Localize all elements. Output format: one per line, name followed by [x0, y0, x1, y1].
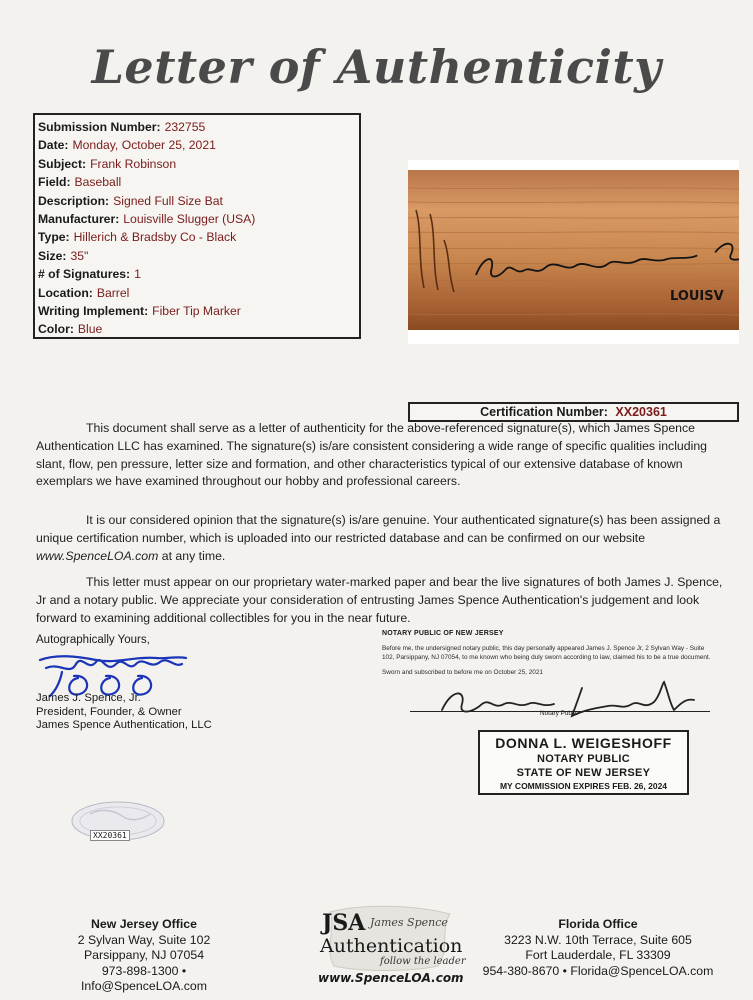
nj-office-line-2: Parsippany, NJ 07054: [83, 948, 205, 962]
notary-seal: [478, 730, 689, 795]
info-label: Subject:: [38, 156, 87, 171]
logo-mark: JSA: [322, 910, 366, 936]
document-title: Letter of Authenticity: [91, 40, 662, 94]
info-value: Monday, October 25, 2021: [72, 138, 216, 153]
info-value: Fiber Tip Marker: [152, 304, 241, 319]
info-row: [38, 302, 359, 320]
info-value: Signed Full Size Bat: [113, 193, 223, 208]
logo-site: www.SpenceLOA.com: [318, 971, 464, 985]
certification-box: [408, 402, 739, 422]
closing-line: Autographically Yours,: [36, 634, 150, 646]
logo-name: James Spence: [370, 916, 448, 929]
hologram-number: XX20361: [90, 830, 130, 841]
info-value: Baseball: [74, 175, 122, 190]
notary-sworn: Sworn and subscribed to before me on October 25, 2021: [382, 669, 543, 677]
signer-company: James Spence Authentication, LLC: [36, 719, 212, 731]
signed-bat-photo: [408, 170, 739, 330]
info-label: Description:: [38, 193, 110, 208]
info-row: [38, 192, 359, 210]
fl-office-title: Florida Office: [558, 917, 638, 931]
notary-heading: NOTARY PUBLIC OF NEW JERSEY: [382, 630, 504, 637]
signer-name: James J. Spence, Jr.: [36, 692, 141, 704]
info-row: [38, 320, 359, 338]
info-value: 232755: [164, 120, 206, 134]
fl-office-line-1: 3223 N.W. 10th Terrace, Suite 605: [504, 932, 692, 947]
notary-block: [382, 630, 727, 676]
seal-name: DONNA L. WEIGESHOFF: [495, 735, 672, 751]
jsa-logo: [300, 900, 470, 990]
info-label: Manufacturer:: [38, 212, 120, 227]
notary-statement: Before me, the undersigned notary public, this day personally appeared James J. Spence Jr, 2 Sylvan Way - Suite 102, Parsippany, NJ 07054, to me known who being duly sworn according to law, claimed his to be a true document.: [382, 645, 711, 661]
info-row: [38, 284, 359, 302]
body-paragraph-3: This letter must appear on our proprietary water-marked paper and bear the live signatures of both James J. Spence, Jr and a notary public. We appreciate your consideration of entrusting James Spence Authentication's judgement and look forward to examining additional collectibles for you in the near future.: [36, 575, 723, 625]
nj-office-line-3: 973-898-1300 • Info@SpenceLOA.com: [81, 963, 207, 993]
seal-state: STATE OF NEW JERSEY: [516, 767, 651, 779]
body-paragraph-1: This document shall serve as a letter of authenticity for the above-referenced signature(s), which James Spence Authentication LLC has examined. The signature(s) is/are consistent considering a wide range of specific qualities including slant, flow, pen pressure, letter size and formation, and other characteristics typical of our extensive database of known exemplars we have examined throughout our hobby and professional careers.: [36, 421, 708, 489]
info-row: [38, 247, 359, 265]
info-row: [38, 136, 359, 154]
info-row: [38, 118, 359, 136]
seal-expiry: MY COMMISSION EXPIRES FEB. 26, 2024: [499, 781, 668, 791]
seal-title: NOTARY PUBLIC: [537, 753, 630, 765]
info-label: Color:: [38, 322, 74, 337]
para-2-text-end: at any time.: [158, 548, 226, 563]
info-value: Barrel: [96, 285, 130, 300]
nj-office-line-1: 2 Sylvan Way, Suite 102: [77, 932, 211, 947]
info-label: Writing Implement:: [38, 304, 149, 319]
certification-number: XX20361: [615, 405, 667, 419]
info-value: 35": [70, 248, 89, 263]
body-paragraph-2: [36, 512, 726, 565]
info-row: [38, 155, 359, 173]
info-value: 1: [134, 267, 141, 282]
bat-brand-text: LOUISV: [670, 289, 724, 304]
info-label: Size:: [38, 248, 67, 263]
info-label: Location:: [38, 285, 93, 300]
logo-word: Authentication: [320, 935, 463, 957]
info-value: Hillerich & Bradsby Co - Black: [73, 230, 237, 245]
nj-office-title: New Jersey Office: [91, 917, 197, 931]
info-row: [38, 210, 359, 228]
fl-office-line-3: 954-380-8670 • Florida@SpenceLOA.com: [482, 963, 714, 978]
info-label: Type:: [38, 230, 70, 245]
info-value: Blue: [77, 322, 103, 337]
info-label: Field:: [38, 175, 71, 190]
info-label: Submission Number:: [38, 120, 161, 134]
info-row: [38, 265, 359, 283]
submission-info-box: [33, 113, 361, 339]
website-link[interactable]: www.SpenceLOA.com: [36, 548, 159, 563]
bat-photo-frame: [408, 160, 739, 344]
fl-office-line-2: Fort Lauderdale, FL 33309: [525, 948, 671, 962]
signer-block: [36, 692, 212, 733]
info-label: # of Signatures:: [38, 267, 131, 282]
nj-office-block: [44, 917, 244, 995]
logo-tagline: follow the leader: [380, 956, 466, 967]
info-value: Louisville Slugger (USA): [123, 212, 256, 227]
signer-title: President, Founder, & Owner: [36, 705, 182, 718]
para-2-text: It is our considered opinion that the signature(s) is/are genuine. Your authenticated signature(s) has been assigned a unique certification number, which is uploaded into our restricted database and can be confirmed on our website: [36, 513, 721, 545]
info-row: [38, 173, 359, 191]
fl-office-block: [478, 917, 718, 979]
notary-signature-label: Notary Public: [540, 710, 579, 717]
info-row: [38, 228, 359, 246]
info-label: Date:: [38, 138, 69, 153]
info-value: Frank Robinson: [90, 156, 177, 171]
certification-label: Certification Number:: [480, 405, 608, 419]
